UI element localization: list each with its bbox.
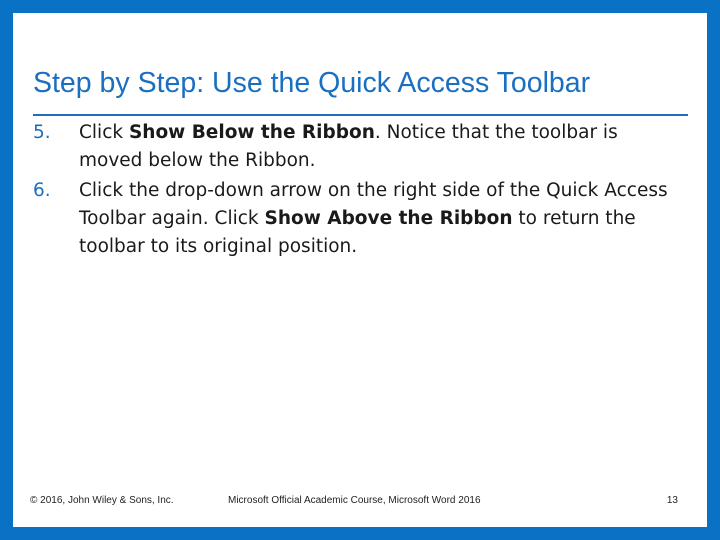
footer-page-number: 13 (666, 495, 678, 506)
slide-title: Step by Step: Use the Quick Access Toolbar (33, 67, 591, 99)
step-text: to return the toolbar to its original position. (79, 208, 636, 257)
footer-copyright: © 2016, John Wiley & Sons, Inc. (30, 495, 174, 506)
step-command: Show Above the Ribbon (264, 208, 513, 229)
step-number: 5. (33, 122, 51, 143)
step-item (33, 177, 683, 261)
title-underline (33, 114, 688, 116)
step-item (33, 119, 683, 175)
step-text: Click (79, 122, 129, 143)
step-command: Show Below the Ribbon (128, 122, 375, 143)
step-text: Click the drop-down arrow on the right side of the Quick Access Toolbar again. Click (79, 180, 668, 229)
step-text: . Notice that the toolbar is moved below the Ribbon. (79, 122, 618, 171)
step-number: 6. (33, 180, 51, 201)
step-list (33, 119, 683, 263)
footer-course: Microsoft Official Academic Course, Microsoft Word 2016 (228, 495, 481, 506)
slide (13, 13, 707, 527)
